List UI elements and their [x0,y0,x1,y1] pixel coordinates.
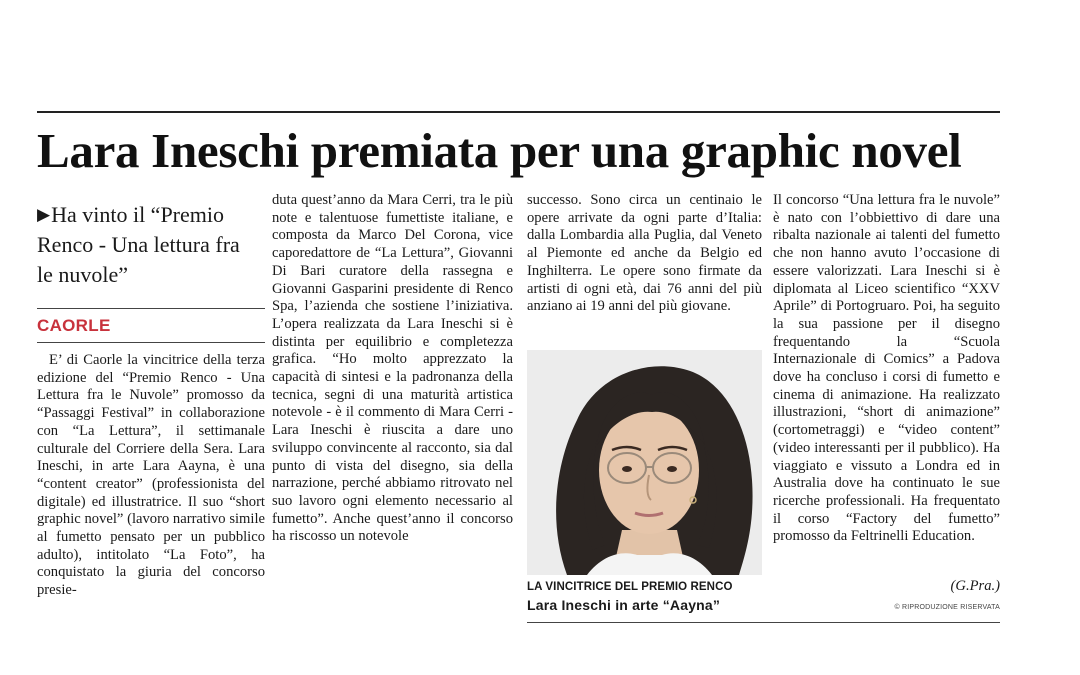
location-kicker: CAORLE [37,316,111,335]
top-rule [37,111,1000,113]
subhead-text: Ha vinto il “Premio Renco - Una lettura fra le nuvole” [37,202,240,287]
author-signature: (G.Pra.) [950,578,1000,594]
article-column-4: Il concorso “Una lettura fra le nuvole” è nato con l’obbiettivo di dare una ribalta nazionale ai talenti del fumetto che non hanno avuto l’occasione di essere valorizzati. Lara Ineschi si è diplomata al Liceo scientifico “XXV Aprile” di Portogruaro. Poi, ha seguito la sua passione per il disegno frequentando la “Scuola Internazionale di Comics” a Padova dove ha concluso i corsi di fumetto e cinema di animazione. Ha realizzato illustrazioni, “short di animazione” (cortometraggi) e “video content” (video interessanti per il pubblico). Ha viaggiato e vissuto a Londra ed in Australia dove ha continuato le sue ricerche professionali. Ha frequentato il corso “Factory del fumetto” promosso da Feltrinelli Education. [773,192,1000,545]
photo-caption-label: LA VINCITRICE DEL PREMIO RENCO [527,581,733,593]
triangle-right-icon: ▶ [37,205,51,224]
article-column-1: E’ di Caorle la vincitrice della terza edizione del “Premio Renco - Una Lettura fra le Nuvole” promosso da “Passaggi Festival” in collaborazione con “La Lettura”, il settimanale culturale del Corriere della Sera. Lara Ineschi, in arte Lara Aayna, è una “content creator” (professionista del digitale) ed illustratrice. Il suo “short graphic novel” (lavoro narrativo simile al fumetto pensato per un pubblico adulto), intitolato “La Foto”, ha conquistato la giuria del concorso presie- [37,352,265,599]
section-rule-bottom [37,342,265,343]
portrait-illustration [527,350,762,575]
article-headline: Lara Ineschi premiata per una graphic novel [37,123,962,178]
photo-caption-text: Lara Ineschi in arte “Aayna” [527,597,721,613]
article-subhead [37,200,255,290]
section-rule-top [37,308,265,309]
portrait-photo [527,350,762,575]
article-column-2: duta quest’anno da Mara Cerri, tra le più note e talentuose fumettiste italiane, e composta da Marco Del Corona, vice caporedattore de “La Lettura”, Giovanni Di Bari curatore della rassegna e Giovanni Gasparini presidente di Renco Spa, l’azienda che sostiene l’iniziativa. L’opera realizzata da Lara Ineschi si è distinta per equilibrio e completezza grafica. “Ho molto apprezzato la capacità di sintesi e la padronanza della tecnica, segni di una maturità artistica notevole - è il commento di Mara Cerri - Lara Ineschi è riuscita a dare uno sviluppo convincente al racconto, sia dal punto di vista del disegno, sia della narrazione, perché abbiamo ritrovato nel suo lavoro ogni elemento necessario al fumetto”. Anche quest’anno il concorso ha riscosso un notevole [272,192,513,545]
bottom-rule [527,622,1000,623]
article-column-3: successo. Sono circa un centinaio le opere arrivate da ogni parte d’Italia: dalla Lombardia alla Puglia, dal Veneto al Piemonte ed anche da Belgio ed Inghilterra. Le opere sono firmate da artisti di ogni età, dai 76 anni del più anziano ai 19 anni del più giovane. [527,192,762,315]
copyright-notice: © RIPRODUZIONE RISERVATA [894,604,1000,611]
